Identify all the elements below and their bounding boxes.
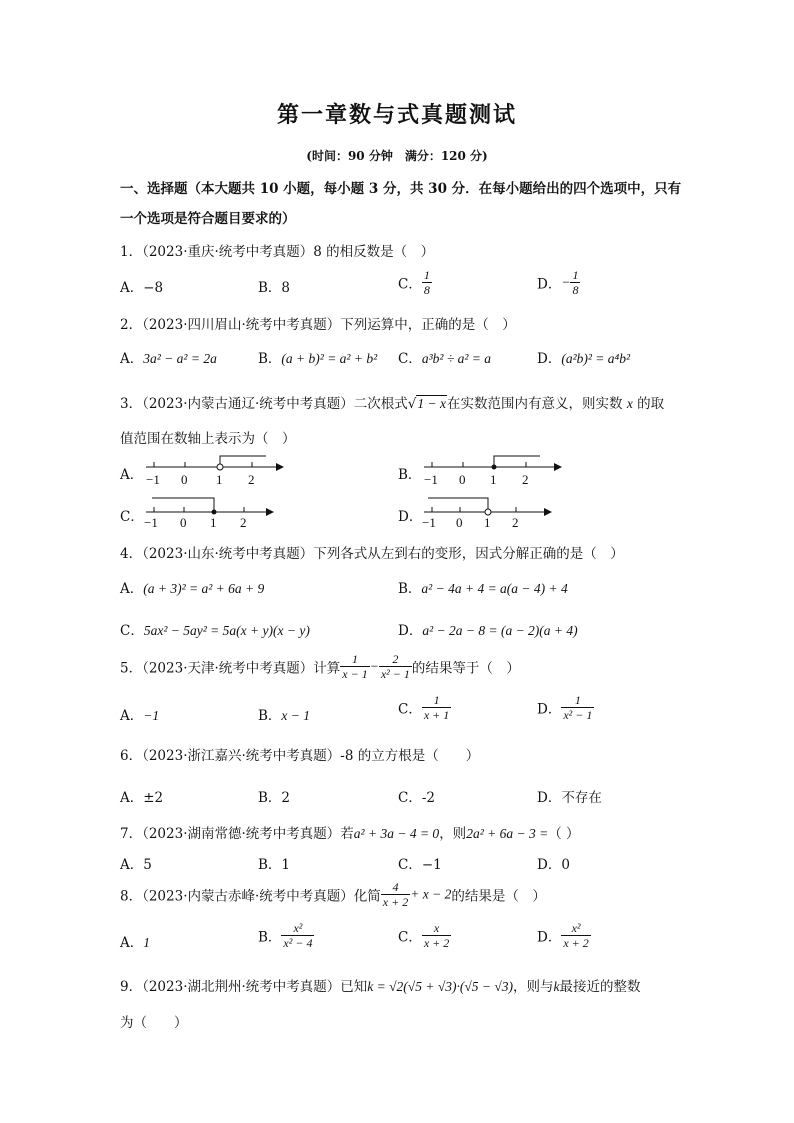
q7-option-b: B．1 — [258, 857, 291, 873]
q6-option-b: B．2 — [258, 790, 291, 806]
q2-option-b: B．(a + b)² = a² + b² — [258, 351, 378, 367]
q5-option-a: A．−1 — [120, 708, 160, 724]
q1-option-b: B．8 — [258, 280, 291, 296]
tick-label: 2 — [522, 472, 529, 487]
section-heading: 一、选择题（本大题共 10 小题，每小题 3 分，共 30 分．在每小题给出的四个选项中，只有 — [120, 181, 682, 197]
tick-label: 0 — [456, 515, 463, 530]
q8-option-b: B． $\frac{\text{x²}}{\text{x² − 4}}$ — [258, 921, 313, 950]
tick-label: 1 — [210, 515, 217, 530]
tick-label: 2 — [512, 515, 519, 530]
q3-option-b-numberline — [420, 450, 570, 492]
tick-label: 2 — [240, 515, 247, 530]
q3-option-d-label: D． — [398, 509, 423, 525]
tick-label: −1 — [146, 472, 160, 487]
question-3-line-2: 值范围在数轴上表示为（ ） — [120, 431, 296, 447]
question-4: 4．（2023·山东·统考中考真题）下列各式从左到右的变形，因式分解正确的是（ ） — [120, 546, 624, 562]
q8-option-c: C． $\frac{x}{x + 2}$ — [398, 921, 450, 950]
question-1: 1．（2023·重庆·统考中考真题）8 的相反数是（ ） — [120, 244, 435, 260]
section-heading-2: 一个选项是符合题目要求的） — [120, 211, 296, 227]
q4-option-a: A．(a + 3)² = a² + 6a + 9 — [120, 581, 265, 597]
page-subtitle: (时间：90 分钟 满分：120 分) — [306, 149, 488, 163]
tick-label: 0 — [180, 515, 187, 530]
question-9-line-2: 为（ ） — [120, 1015, 188, 1031]
q1-option-d: D．− $\frac{1}{8}$ — [537, 268, 579, 297]
question-9: 9．（2023·湖北荆州·统考中考真题）已知k = √2(√5 + √3)·(√5 − √3)，则与k最接近的整数 — [120, 979, 641, 995]
q3-option-c-label: C． — [120, 509, 144, 525]
q4-option-d: D．a² − 2a − 8 = (a − 2)(a + 4) — [398, 623, 578, 639]
question-8: 8．（2023·内蒙古赤峰·统考中考真题）化简 $\frac{4}{x + 2}$ + x − 2的结果是（ ） — [120, 880, 546, 909]
q7-option-a: A．5 — [120, 857, 152, 873]
q5-option-d: D． $\frac{1}{\text{x² − 1}}$ — [537, 693, 593, 722]
q3-option-a-label: A． — [120, 467, 144, 483]
q3-option-d-numberline — [420, 492, 560, 534]
q5-option-c: C． $\frac{1}{x + 1}$ — [398, 693, 450, 722]
question-2: 2．（2023·四川眉山·统考中考真题）下列运算中，正确的是（ ） — [120, 317, 516, 333]
q6-option-a: A．±2 — [120, 790, 164, 806]
q3-option-b-label: B． — [398, 467, 422, 483]
tick-label: 0 — [459, 472, 466, 487]
tick-label: −1 — [424, 472, 438, 487]
tick-label: 1 — [216, 472, 223, 487]
tick-label: 0 — [181, 472, 188, 487]
q7-option-d: D．0 — [537, 857, 570, 873]
q4-option-c: C．5ax² − 5ay² = 5a(x + y)(x − y) — [120, 623, 310, 639]
tick-label: 2 — [248, 472, 255, 487]
q4-option-b: B．a² − 4a + 4 = a(a − 4) + 4 — [398, 581, 568, 597]
q8-option-a: A．1 — [120, 935, 150, 951]
q2-option-c: C．a³b² ÷ a² = a — [398, 351, 492, 367]
q5-option-b: B．x − 1 — [258, 708, 311, 724]
question-7: 7．（2023·湖南常德·统考中考真题）若a² + 3a − 4 = 0，则2a² + 6a − 3 =（ ） — [120, 826, 580, 842]
page-title: 第一章数与式真题测试 — [276, 103, 517, 128]
q6-option-c: C．-2 — [398, 790, 435, 806]
tick-label: 1 — [484, 515, 491, 530]
question-5: 5．（2023·天津·统考中考真题）计算 $\frac{1}{x - 1}$ − $\frac{2}{\text{x² − 1}}$ 的结果等于（ ） — [120, 652, 520, 681]
q1-option-a: A．−8 — [120, 280, 164, 296]
q8-option-d: D． $\frac{\text{x²}}{x + 2}$ — [537, 921, 589, 950]
q2-option-d: D．(a²b)² = a⁴b² — [537, 351, 631, 367]
q7-option-c: C．−1 — [398, 857, 442, 873]
tick-label: 1 — [490, 472, 497, 487]
tick-label: −1 — [422, 515, 436, 530]
q2-option-a: A．3a² − a² = 2a — [120, 351, 217, 367]
q3-option-c-numberline — [142, 492, 282, 534]
q6-option-d: D．不存在 — [537, 790, 602, 806]
tick-label: −1 — [144, 515, 158, 530]
q1-option-c: C． $\frac{1}{8}$ — [398, 268, 430, 297]
question-6: 6．（2023·浙江嘉兴·统考中考真题）-8 的立方根是（ ） — [120, 748, 480, 764]
question-3: 3．（2023·内蒙古通辽·统考中考真题）二次根式√1 − x在实数范围内有意义，则实数 x 的取 — [120, 396, 665, 412]
q3-option-a-numberline — [142, 450, 292, 492]
